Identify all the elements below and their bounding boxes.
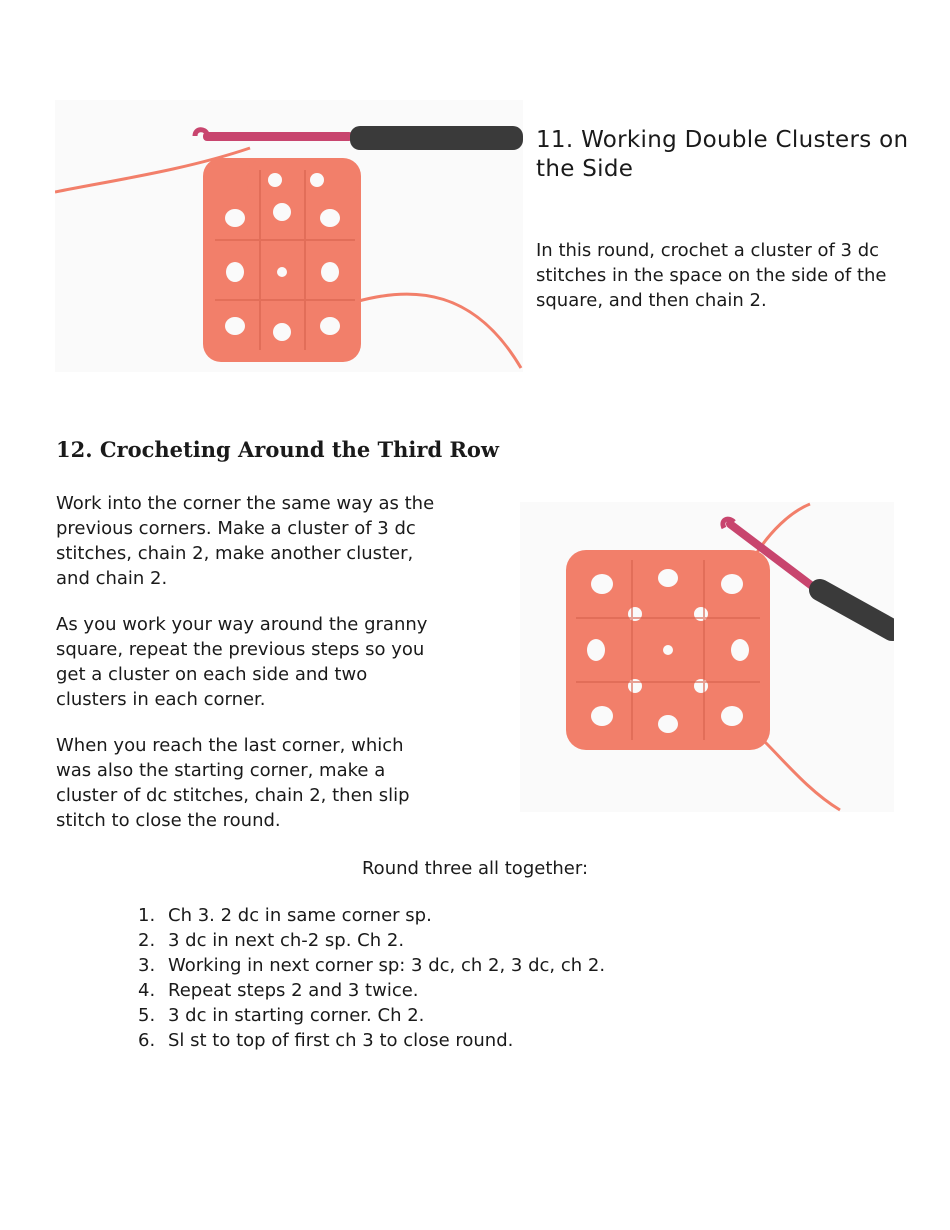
section-12-body [56, 491, 436, 854]
photo-third-row [520, 502, 894, 812]
step-item [138, 953, 858, 978]
round-three-steps [138, 903, 858, 1053]
step-number: 2. [138, 930, 156, 951]
round-three-title: Round three all together: [361, 858, 589, 879]
section-11-text: In this round, crochet a cluster of 3 dc stitches in the space on the side of the square, and then chain 2. [536, 240, 887, 311]
step-text: Sl st to top of first ch 3 to close round. [168, 1030, 514, 1051]
photo-working-double-clusters [55, 100, 523, 372]
step-item [138, 1003, 858, 1028]
section-12-title: 12. Crocheting Around the Third Row [56, 437, 499, 462]
section-11-title: 11. Working Double Clusters on the Side [536, 127, 909, 182]
step-item [138, 1028, 858, 1053]
step-item [138, 978, 858, 1003]
section-12-paragraph: Work into the corner the same way as the previous corners. Make a cluster of 3 dc stitches, chain 2, make another cluster, and chain 2. [56, 493, 435, 589]
section-12-paragraph: When you reach the last corner, which was also the starting corner, make a cluster of dc stitches, chain 2, then slip stitch to close the round. [56, 735, 410, 831]
step-number: 5. [138, 1005, 156, 1026]
step-text: Repeat steps 2 and 3 twice. [168, 980, 419, 1001]
step-text: Ch 3. 2 dc in same corner sp. [168, 905, 432, 926]
step-item [138, 928, 858, 953]
step-text: 3 dc in next ch-2 sp. Ch 2. [168, 930, 405, 951]
step-number: 3. [138, 955, 156, 976]
step-item [138, 903, 858, 928]
step-number: 4. [138, 980, 156, 1001]
step-number: 6. [138, 1030, 156, 1051]
section-12-paragraph: As you work your way around the granny square, repeat the previous steps so you get a cluster on each side and two clusters in each corner. [56, 614, 428, 710]
step-number: 1. [138, 905, 156, 926]
step-text: Working in next corner sp: 3 dc, ch 2, 3 dc, ch 2. [168, 955, 606, 976]
step-text: 3 dc in starting corner. Ch 2. [168, 1005, 425, 1026]
